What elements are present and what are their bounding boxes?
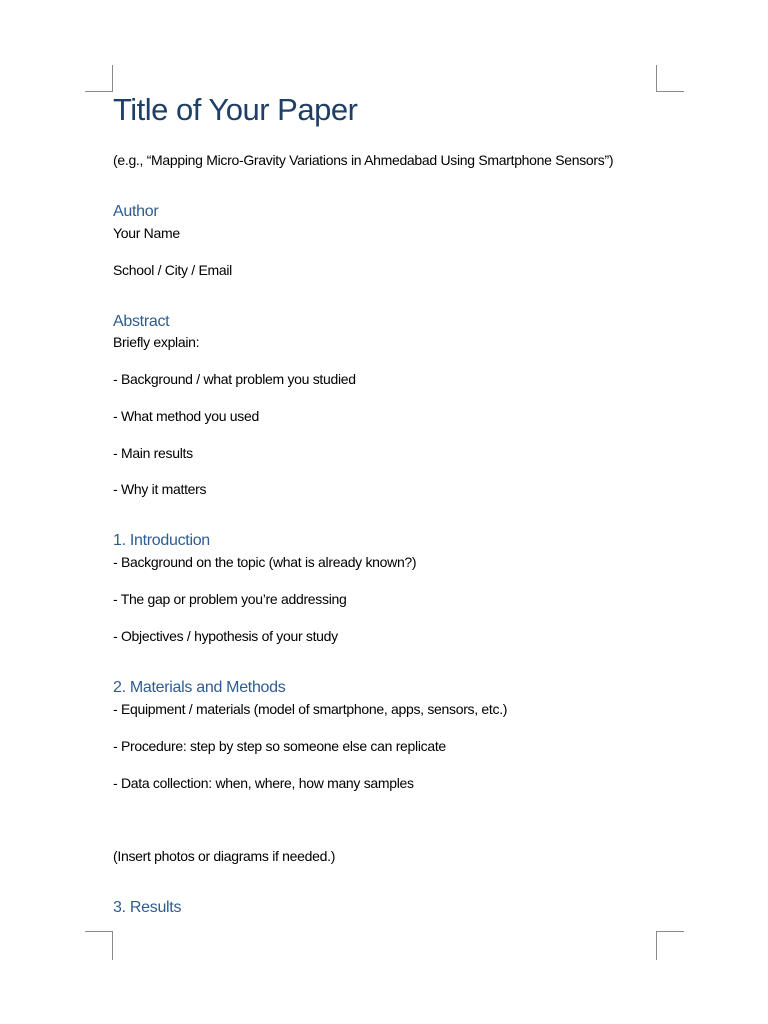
abstract-intro: Briefly explain: bbox=[113, 334, 200, 350]
introduction-item: - Objectives / hypothesis of your study bbox=[113, 628, 338, 644]
methods-item: - Data collection: when, where, how many samples bbox=[113, 775, 414, 791]
crop-mark-top-right-vertical bbox=[656, 65, 657, 92]
crop-mark-bottom-right-horizontal bbox=[656, 931, 684, 932]
author-affiliation: School / City / Email bbox=[113, 262, 232, 278]
abstract-item: - Main results bbox=[113, 445, 193, 461]
crop-mark-bottom-right-vertical bbox=[656, 931, 657, 960]
crop-mark-top-left-horizontal bbox=[85, 91, 113, 92]
paper-title: Title of Your Paper bbox=[113, 92, 358, 127]
introduction-item: - Background on the topic (what is already known?) bbox=[113, 554, 417, 570]
title-example: (e.g., “Mapping Micro-Gravity Variations in Ahmedabad Using Smartphone Sensors”) bbox=[113, 152, 614, 168]
methods-item: - Equipment / materials (model of smartphone, apps, sensors, etc.) bbox=[113, 701, 508, 717]
crop-mark-top-right-horizontal bbox=[656, 91, 684, 92]
introduction-heading: 1. Introduction bbox=[113, 532, 210, 549]
crop-mark-bottom-left-vertical bbox=[112, 931, 113, 960]
methods-item: - Procedure: step by step so someone else can replicate bbox=[113, 738, 446, 754]
abstract-item: - What method you used bbox=[113, 408, 259, 424]
author-name: Your Name bbox=[113, 225, 180, 241]
abstract-item: - Why it matters bbox=[113, 481, 207, 497]
methods-note: (Insert photos or diagrams if needed.) bbox=[113, 848, 336, 864]
crop-mark-top-left-vertical bbox=[112, 65, 113, 92]
crop-mark-bottom-left-horizontal bbox=[85, 931, 113, 932]
author-heading: Author bbox=[113, 203, 159, 220]
abstract-heading: Abstract bbox=[113, 313, 170, 330]
results-heading: 3. Results bbox=[113, 899, 182, 916]
introduction-item: - The gap or problem you’re addressing bbox=[113, 591, 347, 607]
abstract-item: - Background / what problem you studied bbox=[113, 371, 356, 387]
methods-heading: 2. Materials and Methods bbox=[113, 679, 286, 696]
